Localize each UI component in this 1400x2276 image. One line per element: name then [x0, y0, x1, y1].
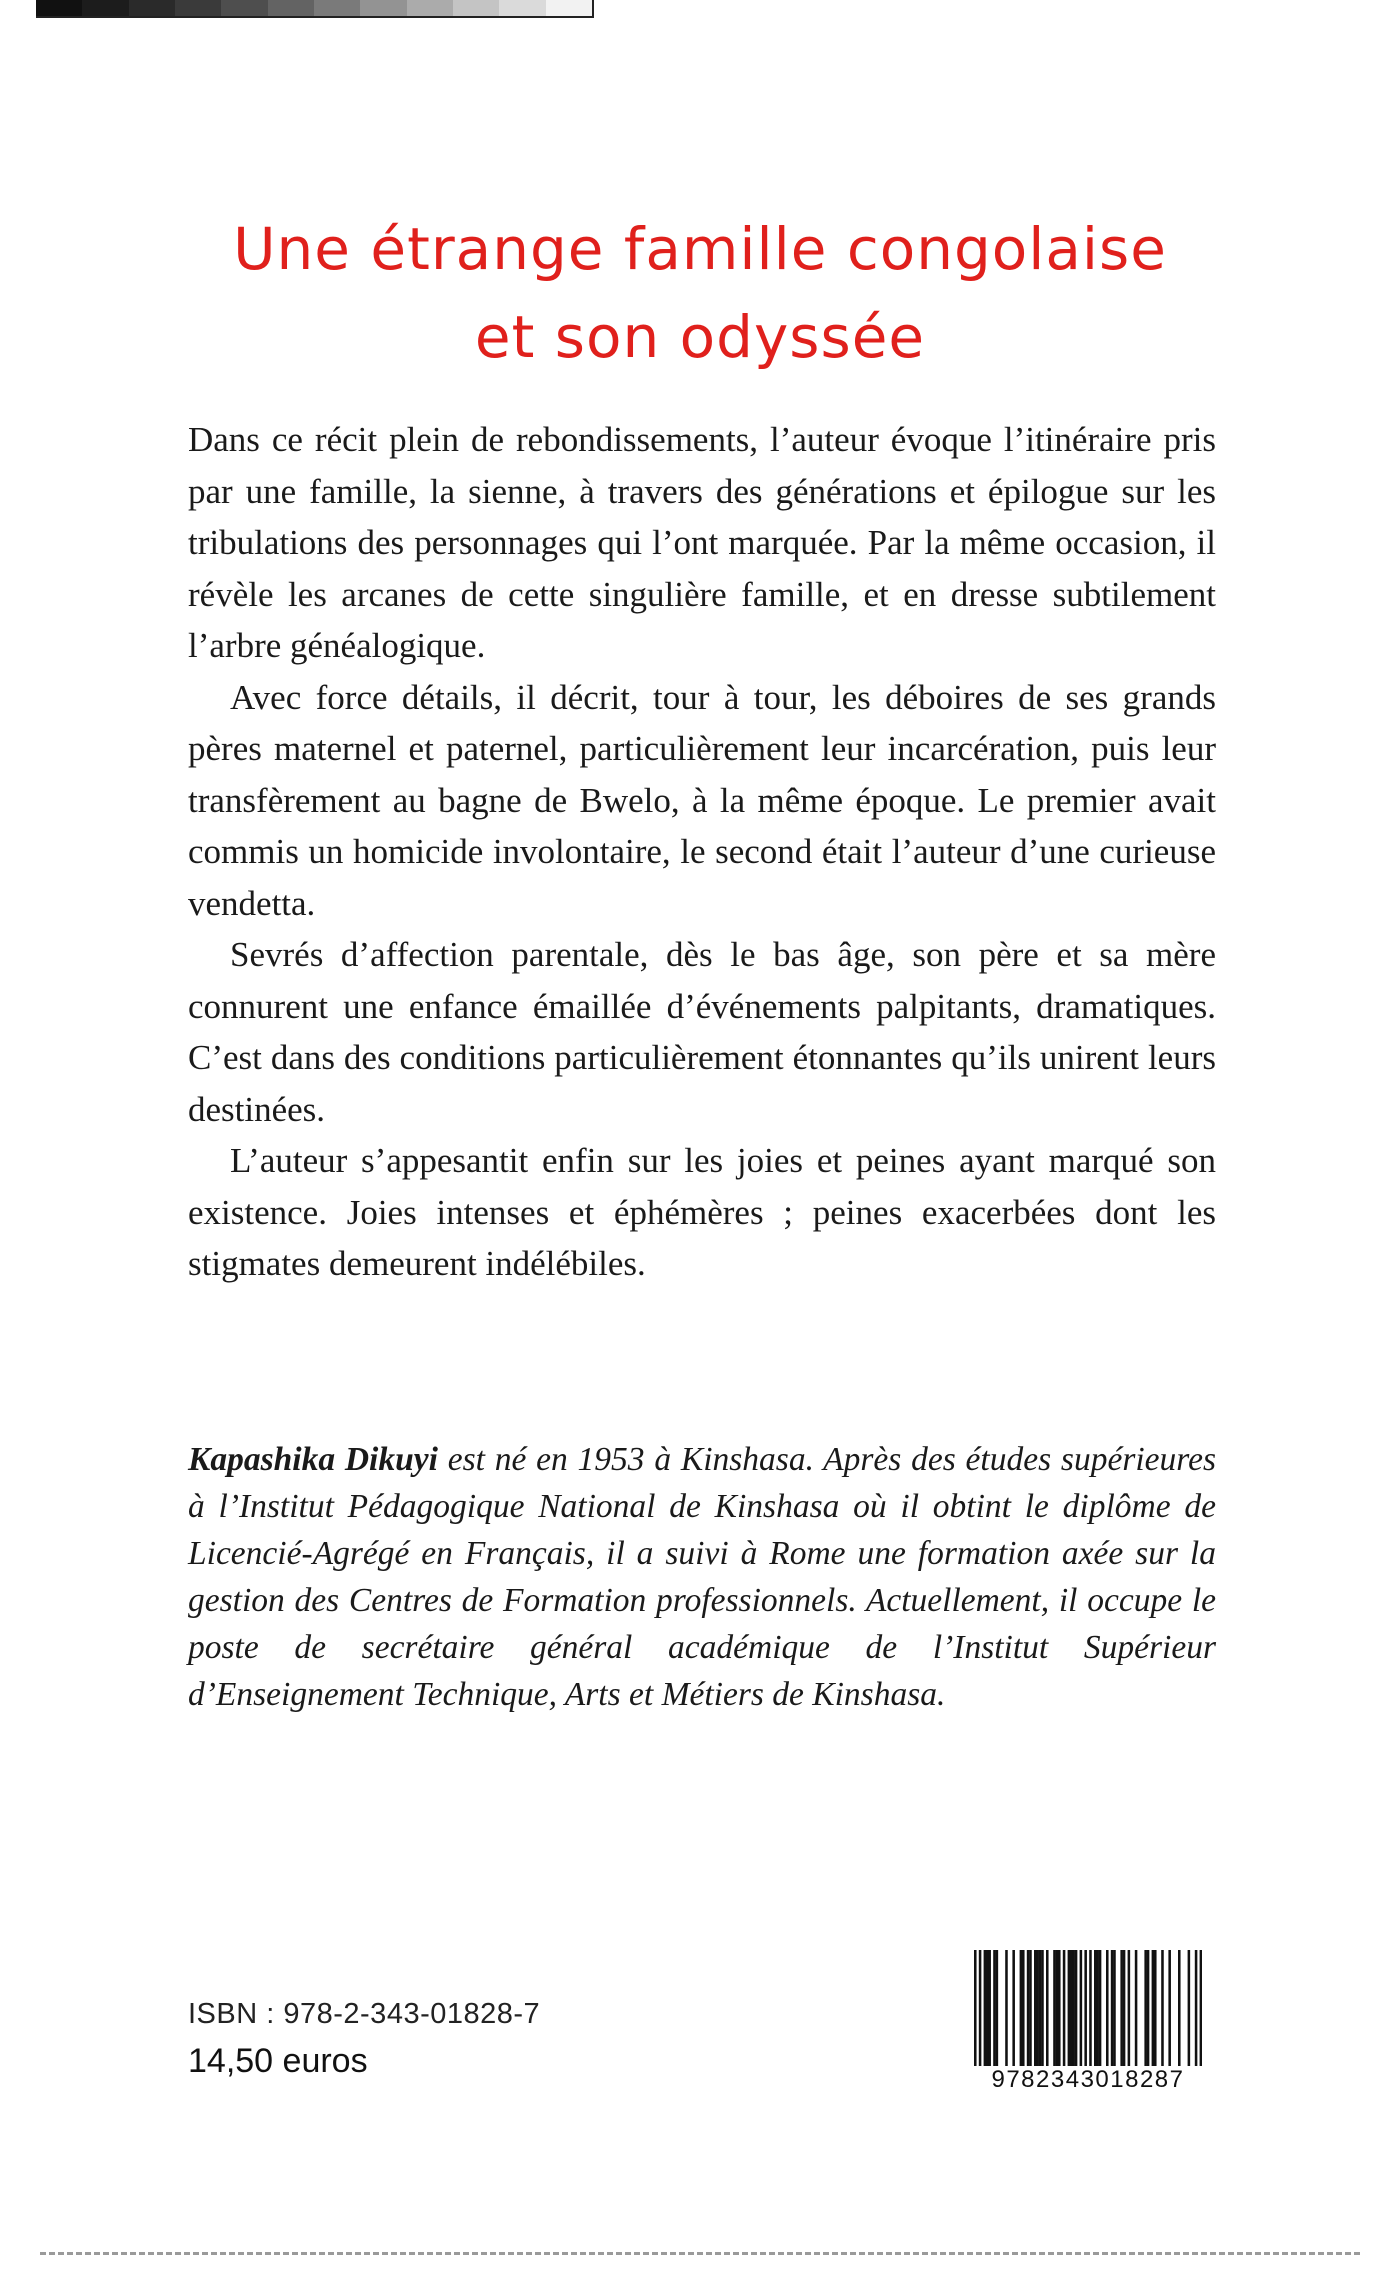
calibration-swatch	[175, 0, 221, 16]
calibration-swatch	[499, 0, 545, 16]
barcode-bar	[1075, 1950, 1078, 2068]
summary-paragraph: L’auteur s’appesantit enfin sur les joies et peines ayant marqué son existence. Joies intenses et éphémères ; peines exacerbées dont les stigmates demeurent indélébiles.	[188, 1141, 1216, 1283]
barcode-bar	[1123, 1950, 1126, 2068]
barcode-bar	[1041, 1950, 1044, 2068]
book-title	[0, 205, 1400, 381]
calibration-swatch	[453, 0, 499, 16]
barcode-bar	[1063, 1950, 1066, 2068]
barcode-bar	[984, 1950, 987, 2068]
calibration-swatch	[360, 0, 406, 16]
barcode-bar	[1135, 1950, 1138, 2068]
barcode-bar	[1080, 1950, 1083, 2068]
barcode-bar	[1039, 1950, 1042, 2068]
barcode-bar	[1020, 1950, 1023, 2068]
barcode-bar	[1053, 1950, 1056, 2068]
barcode-bar	[1147, 1950, 1150, 2068]
barcode-bar	[1036, 1950, 1039, 2068]
barcode-bar	[1111, 1950, 1114, 2068]
calibration-swatch	[221, 0, 267, 16]
calibration-swatch	[546, 0, 592, 16]
barcode-bar	[1022, 1950, 1025, 2068]
calibration-swatch	[268, 0, 314, 16]
barcode-bar	[1144, 1950, 1147, 2068]
author-name: Kapashika Dikuyi	[188, 1441, 438, 1478]
price-label: 14,50 euros	[188, 2042, 368, 2080]
barcode-bar	[1096, 1950, 1099, 2068]
barcode-bar	[1068, 1950, 1071, 2068]
calibration-swatch	[82, 0, 128, 16]
isbn-label: ISBN : 978-2-343-01828-7	[188, 1998, 541, 2030]
bottom-trim-line	[40, 2252, 1360, 2255]
barcode-bar	[1034, 1950, 1037, 2068]
summary-paragraph: Dans ce récit plein de rebondissements, l’auteur évoque l’itinéraire pris par une famille, la sienne, à travers des générations et épilogue sur les tribulations des personnages qui l’ont marquée. Par la même occasion, il révèle les arcanes de cette singulière famille, et en dresse subtilement l’arbre généalogique.	[188, 420, 1216, 665]
barcode-bar	[979, 1950, 982, 2080]
barcode-bar	[1154, 1950, 1157, 2068]
barcode-bar	[996, 1950, 999, 2068]
barcode-bar	[988, 1950, 991, 2068]
barcode-bar	[1128, 1950, 1131, 2068]
barcode-bar	[986, 1950, 989, 2068]
barcode-bar	[1070, 1950, 1073, 2068]
barcode	[962, 1950, 1214, 2102]
title-line-1: Une étrange famille congolaise	[233, 215, 1167, 283]
barcode-bar	[1195, 1950, 1198, 2080]
barcode-bar	[1058, 1950, 1061, 2068]
calibration-swatch	[36, 0, 82, 16]
calibration-swatch	[314, 0, 360, 16]
barcode-bar	[1200, 1950, 1202, 2080]
summary-paragraph: Sevrés d’affection parentale, dès le bas âge, son père et sa mère connurent une enfance émaillée d’événements palpitants, dramatiques. C’est dans des conditions particulièrement étonnantes qu’ils unirent leurs destinées.	[188, 935, 1216, 1129]
barcode-bar	[1084, 1950, 1087, 2080]
barcode-bar	[1168, 1950, 1171, 2068]
title-line-2: et son odyssée	[474, 303, 926, 371]
barcode-bar	[1012, 1950, 1015, 2068]
barcode-bar	[1029, 1950, 1032, 2068]
barcode-bar	[1089, 1950, 1092, 2080]
barcode-number: 9782343018287	[962, 2066, 1214, 2094]
author-bio	[188, 1436, 1216, 1718]
barcode-bar	[1113, 1950, 1116, 2068]
summary-paragraph: Avec force détails, il décrit, tour à tour, les déboires de ses grands pères maternel et paternel, particulièrement leur incarcération, puis leur transfèrement au bagne de Bwelo, à la même époque. Le premier avait commis un homicide involontaire, le second était l’auteur d’une curieuse vendetta.	[188, 677, 1216, 923]
barcode-bar	[1005, 1950, 1008, 2068]
color-calibration-bar	[36, 0, 594, 18]
barcode-bar	[1106, 1950, 1109, 2068]
calibration-swatch	[407, 0, 453, 16]
barcode-bar	[993, 1950, 996, 2068]
barcode-bar	[1152, 1950, 1155, 2068]
calibration-swatch	[129, 0, 175, 16]
barcode-bars	[974, 1950, 1202, 2080]
barcode-bar	[1188, 1950, 1191, 2068]
barcode-bar	[1046, 1950, 1049, 2068]
barcode-bar	[1161, 1950, 1164, 2068]
book-summary	[188, 414, 1216, 1290]
barcode-bar	[1056, 1950, 1059, 2068]
barcode-bar	[1072, 1950, 1075, 2068]
barcode-bar	[1094, 1950, 1097, 2068]
barcode-bar	[1027, 1950, 1030, 2068]
barcode-bar	[974, 1950, 977, 2080]
barcode-bar	[1178, 1950, 1181, 2068]
author-bio-text: est né en 1953 à Kinshasa. Après des études supérieures à l’Institut Pédagogique National de Kinshasa où il obtint le diplôme de Licencié-Agrégé en Français, il a suivi à Rome une formation axée sur la gestion des Centres de Formation professionnels. Actuellement, il occupe le poste de secrétaire général académique de l’Institut Supérieur d’Enseignement Technique, Arts et Métiers de Kinshasa.	[188, 1441, 1216, 1713]
barcode-bar	[1120, 1950, 1123, 2068]
barcode-bar	[1099, 1950, 1102, 2068]
